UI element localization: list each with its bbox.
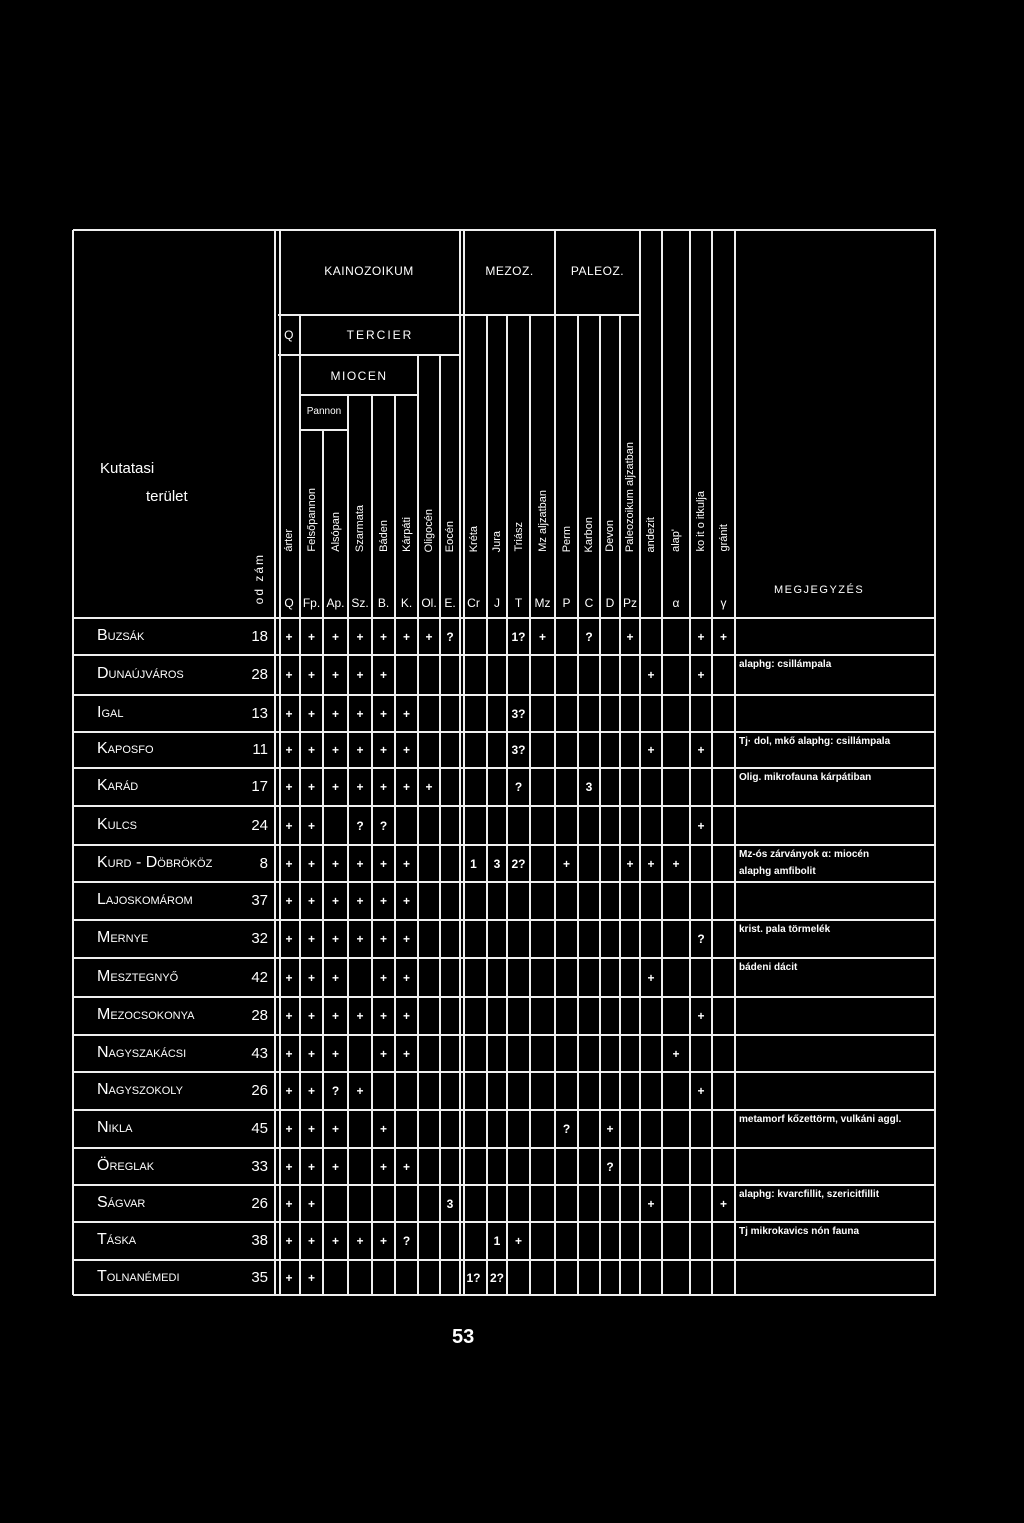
stage-pannon: Pannon [306,406,342,417]
table-cell: + [402,1159,410,1174]
grid-line-horizontal [73,1221,936,1223]
table-cell: + [331,1046,339,1061]
row-location-name: Karád [97,777,139,794]
column-abbreviation: Q [284,596,294,610]
row-number: 28 [251,666,268,683]
table-cell: + [285,932,293,946]
table-cell: + [697,1084,705,1098]
table-cell: 1? [511,629,526,644]
table-cell: + [356,856,364,871]
table-cell: + [285,970,293,985]
table-cell: + [697,743,705,757]
table-cell: + [331,894,339,908]
remark-header: MEGJEGYZÉS [774,584,865,596]
table-cell: + [307,894,315,908]
table-cell: + [331,932,339,946]
row-remark: bádeni dácit [739,962,798,973]
table-cell: + [331,668,339,682]
grid-line-horizontal [73,731,936,733]
table-cell: + [285,1270,293,1285]
table-cell: 2? [511,856,526,871]
table-cell: + [331,1234,339,1248]
table-cell: + [307,1046,315,1061]
grid-line-horizontal [73,844,936,846]
row-location-name: Kaposfo [97,740,154,757]
table-cell: + [697,668,705,682]
column-label-box [620,317,640,552]
grid-line-vertical [72,230,74,1295]
table-cell: + [379,1234,387,1248]
table-cell: + [307,706,315,721]
table-cell: + [626,629,634,644]
table-cell: 1? [466,1270,481,1285]
table-cell: ? [446,629,454,644]
table-cell: + [285,856,293,871]
table-cell: ? [514,780,523,794]
table-cell: + [285,1196,293,1211]
column-abbreviation [690,594,712,612]
row-location-name: Öreglak [97,1156,155,1174]
row-location-name: Buzsák [97,626,145,644]
table-cell: + [402,1009,410,1023]
grid-line-vertical [934,230,936,1295]
table-cell: 1 [470,856,477,871]
grid-line-horizontal [278,314,641,316]
grid-line-horizontal [73,1259,936,1261]
table-cell: + [379,1009,387,1023]
table-cell: + [356,894,364,908]
column-label-box [530,317,555,552]
table-cell: + [356,743,364,757]
grid-line-horizontal [73,996,936,998]
table-cell: + [379,1122,387,1136]
table-cell: + [514,1234,522,1248]
grid-line-horizontal [73,1034,936,1036]
table-cell: + [402,894,410,908]
table-cell: + [331,1122,339,1136]
column-abbreviation: C [584,596,594,610]
column-label-box [690,232,712,552]
table-cell: + [331,780,339,794]
row-number: 13 [251,704,268,722]
table-cell: + [538,629,546,644]
period-tercier: TERCIER [346,328,414,342]
column-label: Perm [560,525,573,552]
row-number: 43 [251,1044,268,1062]
era-mezozoikum: MEZOZ. [485,264,534,278]
table-cell: + [307,668,315,682]
table-cell: 3 [446,1196,454,1211]
column-label-box [460,317,487,552]
column-label: Oligocén [423,508,435,552]
table-cell: ? [356,818,364,833]
column-label-box [555,317,578,552]
table-cell: 3 [493,856,501,871]
table-cell: + [285,1159,293,1174]
column-label-box [440,357,460,552]
table-cell: + [425,629,433,644]
table-cell: + [379,668,387,682]
grid-line-horizontal [300,394,419,396]
table-cell: + [307,1122,315,1136]
table-cell: + [307,818,315,833]
row-number: 17 [251,778,268,795]
grid-line-horizontal [73,805,936,807]
table-cell: + [697,818,705,833]
table-cell: + [331,743,339,757]
column-label: andezit [645,516,657,552]
table-cell: + [606,1122,614,1136]
table-cell: + [331,856,339,871]
row-number: 8 [259,854,268,872]
row-number: 37 [251,892,268,909]
grid-line-horizontal [73,1184,936,1186]
column-label: Báden [377,520,390,552]
table-cell: ? [585,629,593,644]
table-cell: + [331,706,339,721]
column-label: Kréta [467,525,480,552]
row-location-name: Táska [97,1231,137,1248]
table-cell: + [719,629,727,644]
column-abbreviation: Ap. [326,596,345,610]
table-cell: + [379,1159,387,1174]
table-cell: + [307,1196,315,1211]
column-label-box [300,432,323,552]
table-cell: + [356,1009,364,1023]
table-cell: + [379,970,387,985]
table-cell: 3 [585,780,593,794]
grid-line-horizontal [73,919,936,921]
table-cell: + [697,629,705,644]
table-cell: + [356,1234,364,1248]
table-cell: + [307,856,315,871]
column-label: Triász [512,522,525,552]
column-label-box [600,317,620,552]
table-cell: + [285,894,293,908]
table-cell: + [307,932,315,946]
column-label: Alsópan [329,512,342,552]
table-cell: + [285,1084,293,1098]
column-abbreviation: Cr [467,596,480,610]
table-cell: + [285,706,293,721]
area-header-line1: Kutatasi [100,460,155,477]
row-location-name: Lajoskomárom [97,891,193,908]
table-cell: + [647,1196,655,1211]
table-cell: + [379,629,387,644]
row-location-name: Ságvar [97,1193,146,1211]
column-label-box [372,397,395,552]
table-cell: + [402,856,410,871]
grid-line-horizontal [73,1147,936,1149]
table-cell: + [402,629,410,644]
table-cell: + [379,932,387,946]
column-abbreviation: K. [400,596,413,610]
row-number: 26 [251,1082,268,1099]
table-cell: + [647,970,655,985]
table-cell: + [402,780,410,794]
row-location-name: Kulcs [97,815,138,833]
row-location-name: Nikla [97,1119,133,1136]
table-cell: + [379,1046,387,1061]
column-label-box [418,357,440,552]
column-label: Eocén [444,520,456,552]
num-header-box [248,518,270,604]
table-cell: + [402,932,410,946]
table-cell: + [307,1009,315,1023]
grid-line-horizontal [73,767,936,769]
table-cell: + [626,856,634,871]
grid-line-horizontal [73,881,936,883]
row-location-name: Mernye [97,929,149,946]
column-label-box [578,317,600,552]
column-label-box [712,232,735,552]
table-cell: + [307,780,315,794]
table-cell: + [402,1046,410,1061]
row-number: 33 [251,1157,268,1175]
column-abbreviation: J [494,596,500,610]
table-cell: + [356,706,364,721]
table-cell: + [307,1234,315,1248]
column-label: ko it o itkulja [695,491,707,552]
grid-line-horizontal [300,429,349,431]
row-location-name: Tolnanémedi [97,1267,180,1285]
era-paleozoikum: PALEOZ. [570,264,625,278]
grid-line-horizontal [73,1071,936,1073]
table-cell: ? [562,1122,571,1136]
row-remark: krist. pala törmelék [739,924,831,935]
column-abbreviation: B. [377,596,390,610]
table-cell: + [307,743,315,757]
row-number: 11 [252,741,268,758]
table-cell: ? [697,932,705,946]
table-cell: + [307,970,315,985]
row-number: 18 [251,627,268,645]
table-cell: + [285,743,293,757]
table-cell: + [402,743,410,757]
table-cell: ? [402,1234,411,1248]
column-abbreviation: D [605,596,615,610]
grid-line-horizontal [73,617,936,619]
table-cell: ? [331,1084,340,1098]
row-number: 28 [251,1007,268,1024]
grid-line-horizontal [73,654,936,656]
column-abbreviation: T [514,596,523,610]
grid-line-horizontal [73,1109,936,1111]
table-cell: + [379,743,387,757]
row-remark: Olig. mikrofauna kárpátiban [739,772,872,783]
table-cell: + [356,780,364,794]
table-cell: + [379,894,387,908]
table-cell: + [331,1009,339,1023]
grid-line-horizontal [73,1294,936,1296]
row-remark: alaphg: kvarcfillit, szericitfillit [739,1189,880,1200]
table-cell: + [379,706,387,721]
table-cell: + [672,1046,680,1061]
table-cell: + [647,743,655,757]
row-location-name: Igal [97,703,124,721]
table-cell: + [402,970,410,985]
table-cell: + [307,629,315,644]
grid-line-horizontal [73,229,936,231]
table-cell: + [425,780,433,794]
column-label: Mz aljzatban [536,490,549,552]
table-cell: + [331,970,339,985]
column-abbreviation: Mz [534,596,551,610]
row-number: 32 [251,930,268,947]
era-kainozoikum: KAINOZOIKUM [324,264,414,278]
table-cell: + [379,856,387,871]
table-cell: + [356,932,364,946]
row-location-name: Nagyszakácsi [97,1043,187,1061]
row-remark: Mz-ós zárványok α: miocén [739,849,870,860]
table-cell: + [719,1196,727,1211]
row-number: 45 [251,1120,268,1137]
table-cell: + [285,668,293,682]
row-number: 42 [251,968,268,986]
num-header: od zám [252,552,266,604]
table-cell: + [379,780,387,794]
table-cell: + [285,629,293,644]
column-label-box [278,357,300,552]
column-label: Karbon [583,516,595,552]
column-abbreviation: Sz. [351,596,369,610]
column-label: Jura [491,530,503,552]
row-number: 38 [251,1232,268,1249]
table-cell: + [307,1270,315,1285]
table-cell: + [331,1159,339,1174]
table-cell: + [402,706,410,721]
table-cell: + [331,629,339,644]
column-label: árter [283,529,295,552]
table-cell: + [307,1159,315,1174]
period-quarter: Q [284,328,294,342]
row-number: 35 [251,1268,268,1286]
table-cell: + [356,1084,364,1098]
row-location-name: Nagyszokoly [97,1081,183,1098]
epoch-miocen: MIOCEN [330,369,388,383]
table-cell: 2? [489,1270,504,1285]
table-cell: 3? [511,743,526,757]
row-remark: alaphg: csillámpala [739,659,832,670]
table-cell: + [285,780,293,794]
row-remark: metamorf kőzettörm, vulkáni aggl. [739,1114,902,1125]
table-cell: + [285,1009,293,1023]
row-number: 24 [251,816,268,834]
column-abbreviation: α [672,596,680,610]
page-number: 53 [452,1326,475,1348]
row-remark: alaphg amfibolit [739,866,816,877]
column-label-box [348,397,372,552]
table-cell: ? [379,818,388,833]
column-abbreviation: Fp. [302,596,321,610]
table-cell: + [697,1009,705,1023]
row-number: 26 [251,1194,268,1212]
column-abbreviation: E. [444,596,456,610]
column-abbreviation: γ [720,596,727,610]
column-label: alap' [670,529,682,552]
table-cell: 3? [511,706,526,721]
column-label: Devon [604,520,616,552]
column-label-box [395,397,418,552]
column-label: Kárpáti [400,517,413,552]
row-remark: Tj· dol, mkő alaphg: csillámpala [739,736,891,747]
table-cell: + [285,1046,293,1061]
row-location-name: Dunaújváros [97,665,184,682]
column-label: gránit [717,524,730,552]
table-cell: ? [606,1159,614,1174]
table-cell: + [672,856,680,871]
table-cell: + [356,668,364,682]
column-label-box [507,317,530,552]
area-header-line2: terület [146,488,188,505]
column-label: Felsőpannon [305,488,318,552]
row-location-name: Kurd - Döbrököz [97,853,213,871]
column-label-box [323,432,348,552]
table-cell: + [647,668,655,682]
grid-line-horizontal [73,694,936,696]
table-cell: + [356,629,364,644]
table-cell: + [285,1234,293,1248]
table-cell: + [647,856,655,871]
column-abbreviation: Ol. [421,596,437,610]
table-cell: + [562,856,570,871]
grid-line-horizontal [278,354,461,356]
column-label: Szarmata [354,504,366,552]
column-label: Paleozoikum aljzatban [624,441,636,552]
table-cell: + [285,1122,293,1136]
column-label-box [487,317,507,552]
row-remark: Tj mikrokavics nón fauna [739,1226,860,1237]
row-location-name: Mezocsokonya [97,1006,195,1023]
table-cell: + [285,818,293,833]
column-abbreviation [640,594,662,612]
column-abbreviation: Pz [622,596,637,610]
column-label-box [640,232,662,552]
grid-line-horizontal [73,957,936,959]
column-abbreviation: P [562,596,571,610]
table-cell: + [307,1084,315,1098]
row-location-name: Mesztegnyő [97,967,179,985]
table-cell: 1 [493,1234,501,1248]
grid-line-vertical [274,230,276,1295]
column-label-box [662,232,690,552]
